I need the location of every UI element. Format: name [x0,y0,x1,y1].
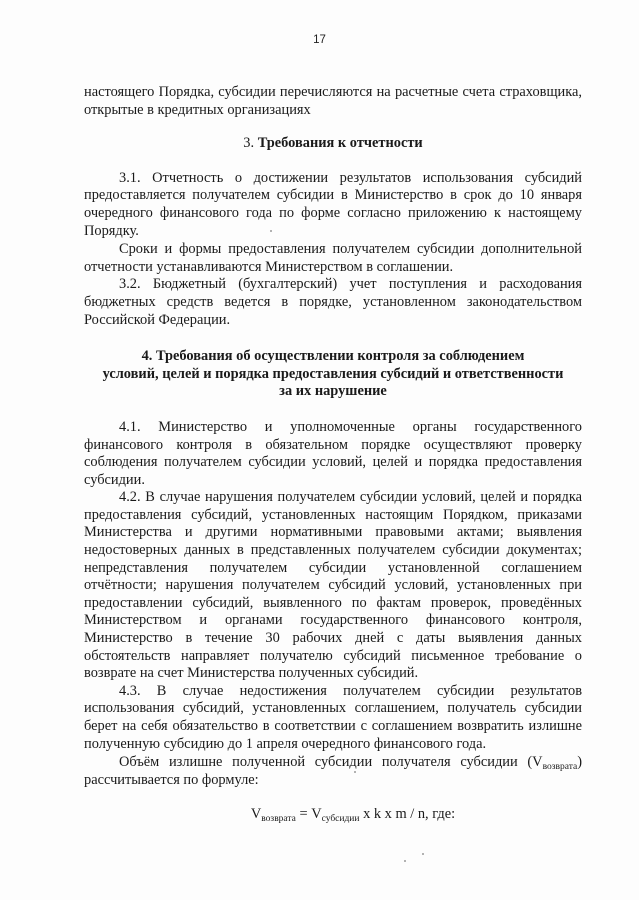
volume-text-before: Объём излишне полученной субсидии получателя субсидии ( [119,754,533,771]
volume-symbol: V [532,754,543,771]
formula-rhs-subscript: субсидии [321,814,360,825]
section-3-heading [84,135,582,153]
section-4-title-line-3: за их нарушение [279,383,387,400]
section-4-title-line-1: 4. Требования об осуществлении контроля за соблюдением [141,348,525,365]
formula [84,806,582,824]
section-3-title: Требования к отчетности [257,135,423,152]
paragraph-3-2: 3.2. Бюджетный (бухгалтерский) учет поступления и расходования бюджетных средств ведется в порядке, установленном законодательством Российской Федерации. [84,276,582,328]
paragraph-4-3: 4.3. В случае недостижения получателем субсидии результатов использования субсидий, установленных соглашением, получатель субсидии берет на себя обязательство в соответствии с соглашением возвратить излишне полученную субсидию до 1 апреля очередного финансового года. [84,682,582,752]
paragraph-4-1: 4.1. Министерство и уполномоченные органы государственного финансового контроля в обязательном порядке осуществляют проверку соблюдения получателем субсидии условий, целей и порядка предоставления субсидии. [84,418,582,488]
formula-rhs-symbol: V [311,806,322,823]
paragraph-volume-formula-intro [84,754,582,789]
intro-paragraph: настоящего Порядка, субсидии перечисляются на расчетные счета страховщика, открытые в кредитных организациях [84,84,582,118]
volume-text-after: ) рассчитывается по формуле: [84,754,582,788]
formula-lhs-symbol: V [250,806,262,823]
formula-rhs-rest: x k x m / n, где: [359,806,456,823]
paragraph-3-1: 3.1. Отчетность о достижении результатов использования субсидий предоставляется получателем субсидии в Министерство в срок до 10 января очередного финансового года по форме согласно приложению к настоящему Порядку. [84,169,582,239]
scan-speck [270,230,272,232]
paragraph-4-2: 4.2. В случае нарушения получателем субсидии условий, целей и порядка предоставления субсидий, установленных настоящим Порядком, приказами Министерства и другими нормативными правовыми актами; выявления недостоверных данных в представленных получателем субсидии документах; непредставления получателем субсидии установленной соглашением отчётности; нарушения получателем субсидий условий, установленных при предоставлении субсидий, выявленного по фактам проверок, проведённых Министерством и органами государственного финансового контроля, Министерство в течение 30 рабочих дней с даты выявления данных обстоятельств направляет получателю субсидий письменное требование о возврате на счет Министерства полученных субсидий. [84,489,582,682]
scan-speck [422,853,424,855]
formula-equals: = [295,806,312,823]
scan-speck [354,771,356,773]
formula-lhs-subscript: возврата [261,814,296,825]
volume-subscript: возврата [542,762,578,773]
paragraph-3-1-extra: Сроки и формы предоставления получателем субсидии дополнительной отчетности устанавливаются Министерством в соглашении. [84,241,582,275]
scan-speck [404,860,406,862]
page-content [84,84,582,824]
page-number: 17 [313,34,326,46]
section-4-title-line-2: условий, целей и порядка предоставления субсидий и ответственности [102,365,564,382]
section-4-heading [84,348,582,401]
section-3-number: 3. [243,135,255,152]
